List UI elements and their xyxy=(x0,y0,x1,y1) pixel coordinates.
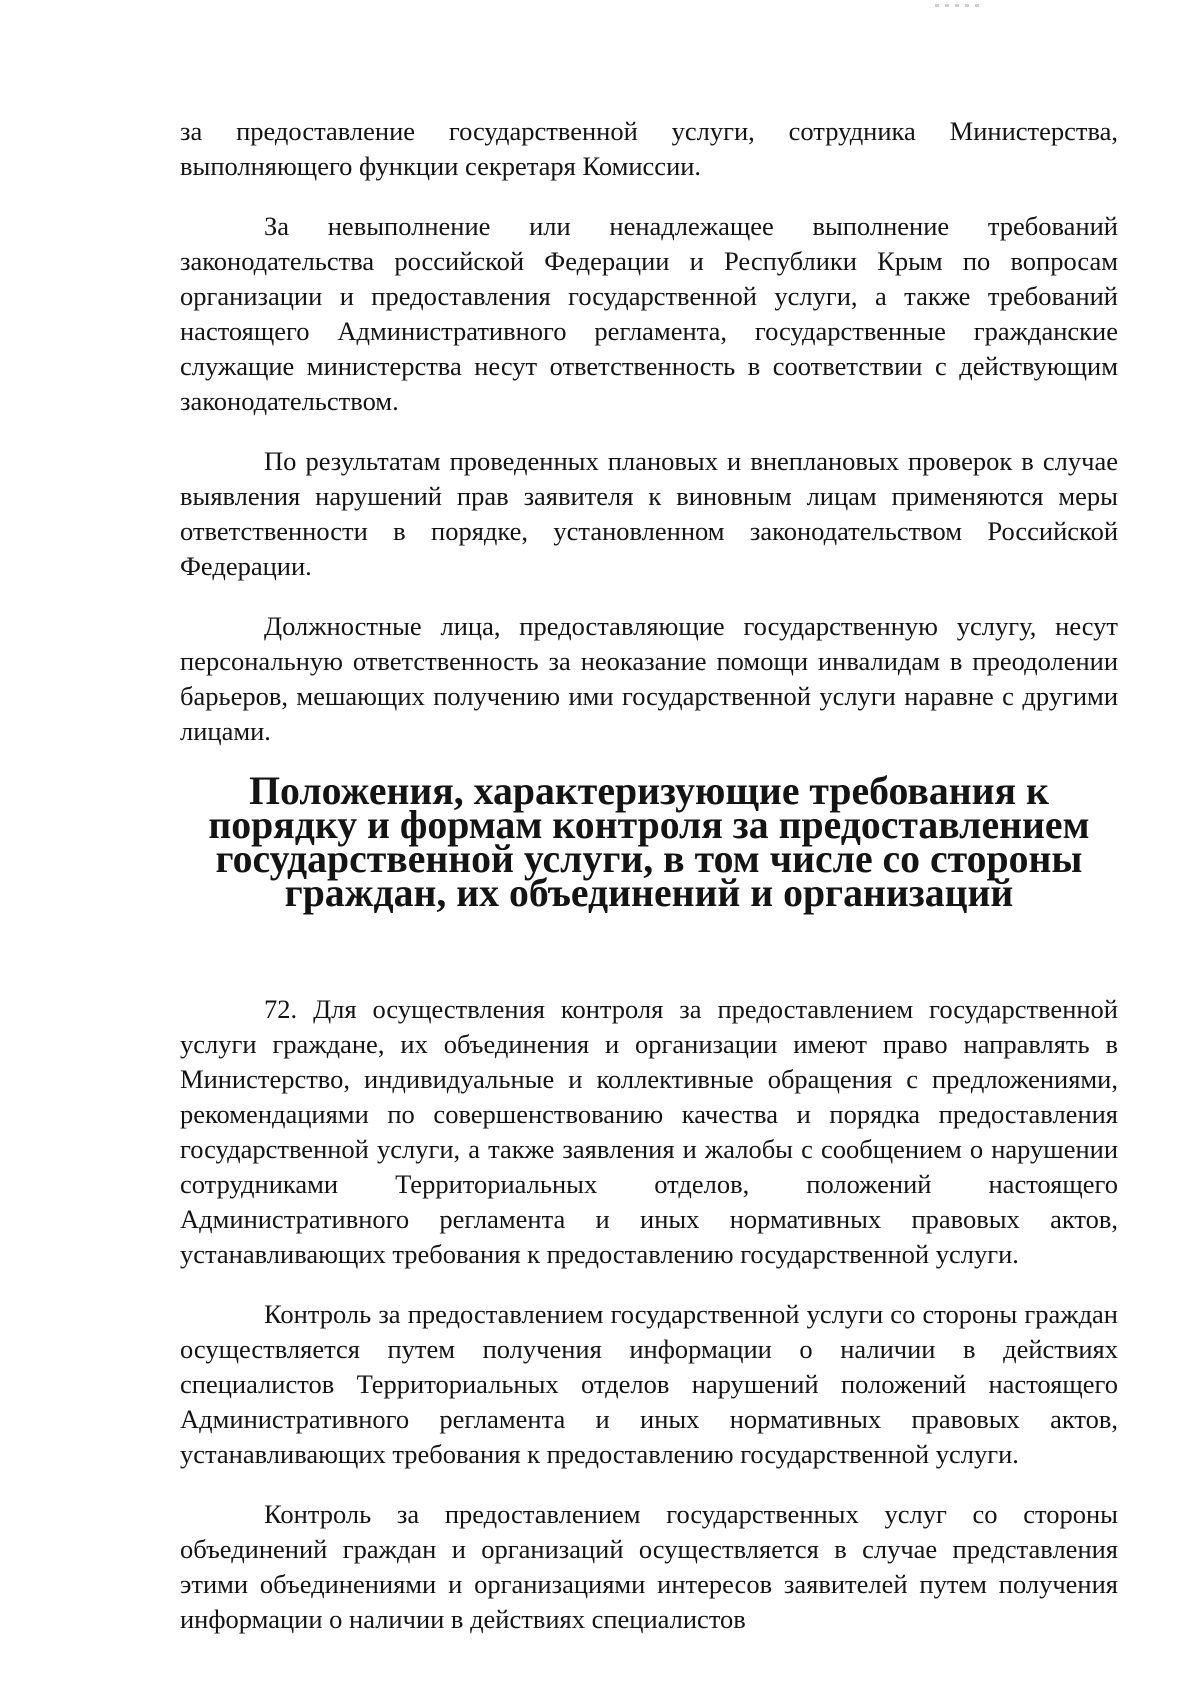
paragraph-item-72: 72. Для осуществления контроля за предоставлением государственной услуги граждане, их объединения и организации имеют право направлять в Министерство, индивидуальные и коллективные обращения с предложениями, рекомендациями по совершенствованию качества и порядка предоставления государственной услуги, а также заявления и жалобы с сообщением о нарушении сотрудниками Территориальных отделов, положений настоящего Административного регламента и иных нормативных правовых актов, устанавливающих требования к предоставлению государственной услуги. xyxy=(180,994,1118,1269)
paragraph-association-control: Контроль за предоставлением государственных услуг со стороны объединений граждан и организаций осуществляется в случае представления этими объединениями и организациями интересов заявителей путем получения информации о наличии в действиях специалистов xyxy=(180,1499,1118,1634)
scan-artifact xyxy=(935,4,985,7)
paragraph-citizen-control: Контроль за предоставлением государственной услуги со стороны граждан осуществляется путем получения информации о наличии в действиях специалистов Территориальных отделов нарушений положений настоящего Административного регламента и иных нормативных правовых актов, устанавливающих требования к предоставлению государственной услуги. xyxy=(180,1299,1118,1469)
paragraph-inspection-results: По результатам проведенных плановых и внеплановых проверок в случае выявления нарушений прав заявителя к виновным лицам применяются меры ответственности в порядке, установленном законодательством Российской Федерации. xyxy=(180,446,1118,581)
section-heading: Положения, характеризующие требования к порядку и формам контроля за предоставлением государственной услуги, в том числе со стороны граждан, их объединений и организаций xyxy=(208,769,1090,915)
document-body xyxy=(180,114,1118,1662)
paragraph-continuation: за предоставление государственной услуги, сотрудника Министерства, выполняющего функции секретаря Комиссии. xyxy=(180,116,1118,181)
paragraph-responsibility: За невыполнение или ненадлежащее выполнение требований законодательства российской Федерации и Республики Крым по вопросам организации и предоставления государственной услуги, а также требований настоящего Административного регламента, государственные гражданские служащие министерства несут ответственность в соответствии с действующим законодательством. xyxy=(180,211,1118,416)
paragraph-officials-responsibility: Должностные лица, предоставляющие государственную услугу, несут персональную ответственность за неоказание помощи инвалидам в преодолении барьеров, мешающих получению ими государственной услуги наравне с другими лицами. xyxy=(180,611,1118,746)
heading-spacer xyxy=(180,910,1118,992)
